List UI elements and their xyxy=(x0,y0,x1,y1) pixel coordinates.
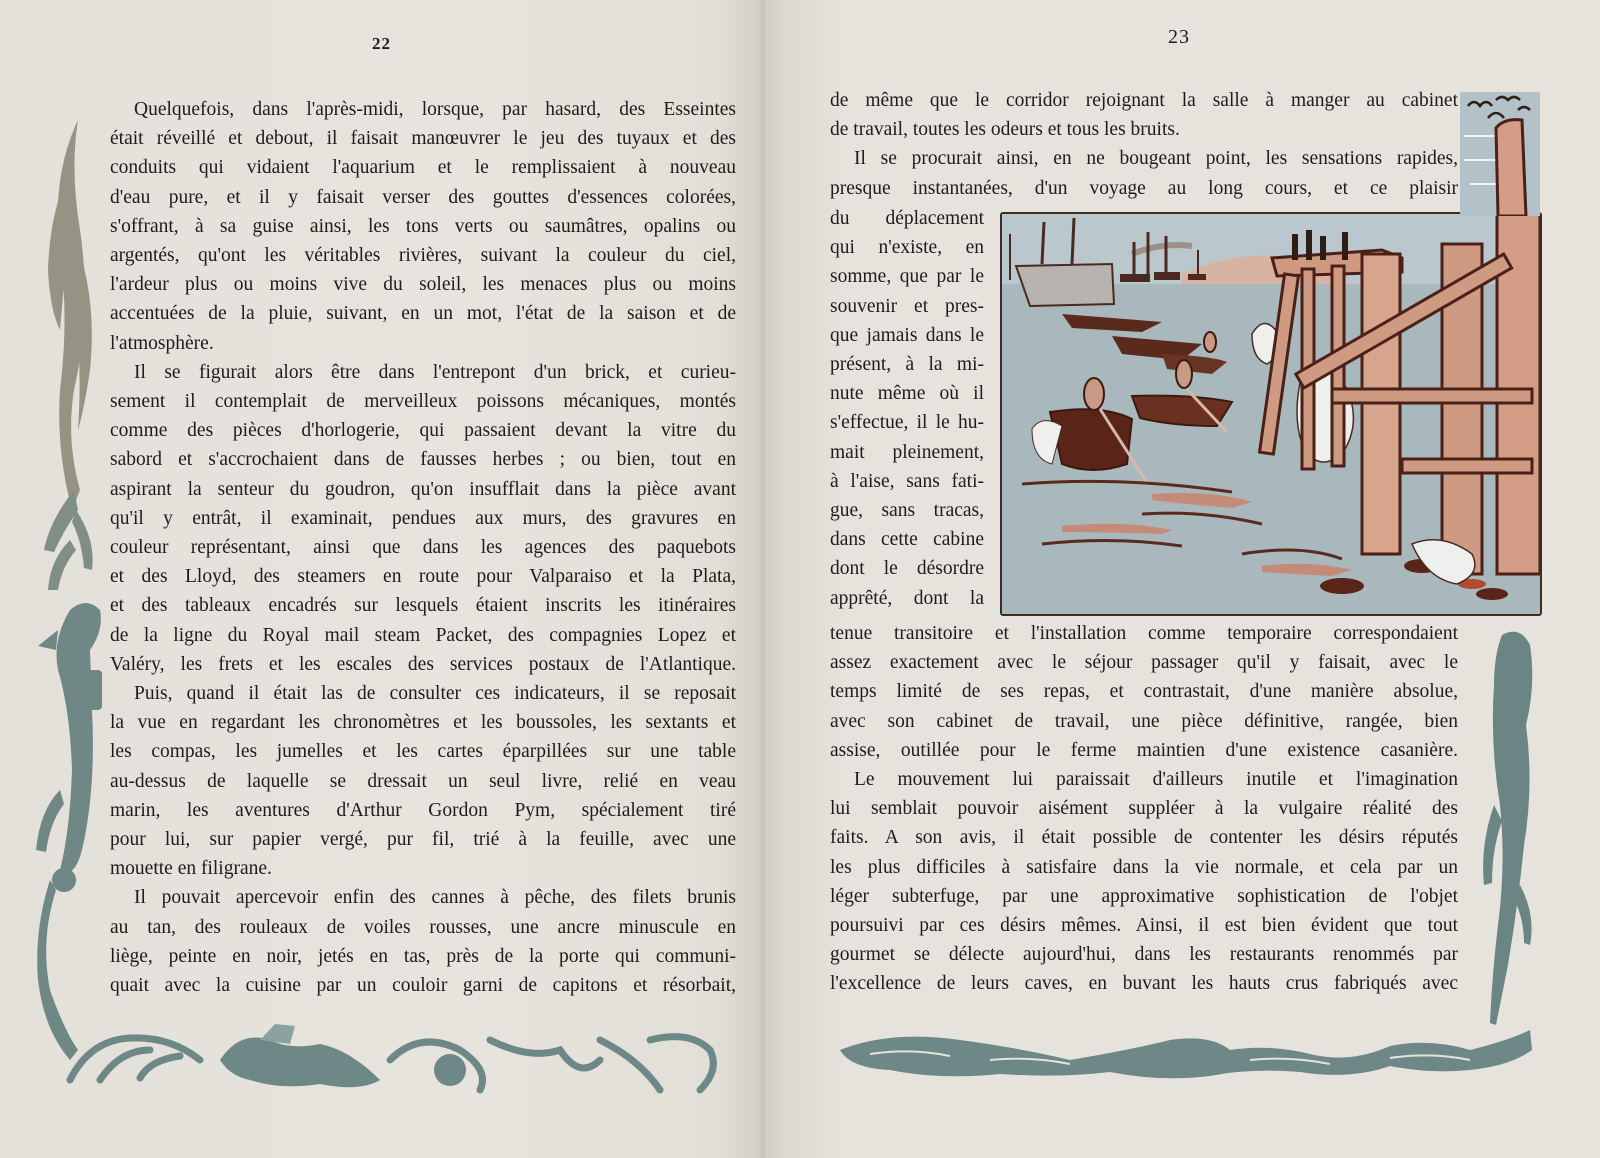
text-line: à l'aise, sans fati- xyxy=(830,470,984,492)
text-line: présent, à la mi- xyxy=(830,354,984,376)
text-line: de travail, toutes les odeurs et tous les bruits. xyxy=(830,119,1180,141)
text-line: tenue transitoire et l'installation comme temporaire correspondaient xyxy=(830,623,1458,644)
text-line: qui n'existe, en xyxy=(830,237,984,259)
text-line: Il pouvait apercevoir enfin des cannes à pêche, des filets brunis xyxy=(134,887,736,909)
text-line: dont le désordre xyxy=(830,558,984,580)
text-line: faits. A son avis, il était possible de contenter les désirs réputés xyxy=(830,827,1458,849)
text-line: argentés, qu'ont les véritables rivières, suivant la couleur du ciel, xyxy=(110,245,736,267)
text-line: pour lui, sur papier vergé, pur fil, trié à la feuille, avec une xyxy=(110,829,736,851)
text-line: était réveillé et debout, il faisait manœuvrer le jeu des tuyaux et des xyxy=(110,128,736,150)
text-line: au-dessus de laquelle se dressait un seul livre, relié en veau xyxy=(110,770,736,792)
text-line: léger subterfuge, par une approximative sophistication de l'objet xyxy=(830,885,1458,907)
text-line: quait avec la cuisine par un couloir garni de capitons et résorbait, xyxy=(110,975,736,997)
text-line: marin, les aventures d'Arthur Gordon Pym, spécialement tiré xyxy=(110,799,736,821)
text-line: la vue en regardant les chronomètres et les boussoles, les sextants et xyxy=(110,712,736,734)
text-line: Quelquefois, dans l'après-midi, lorsque, par hasard, des Esseintes xyxy=(134,99,736,120)
text-line: avec son cabinet de travail, une pièce définitive, rangée, bien xyxy=(830,710,1458,732)
harbor-scene-image xyxy=(1002,214,1540,614)
text-line: que jamais dans le xyxy=(830,324,984,346)
text-line: Le mouvement lui paraissait d'ailleurs inutile et l'imagination xyxy=(854,769,1458,791)
text-line: et des tableaux encadrés sur lesquels étaient inscrits les itinéraires xyxy=(110,595,736,617)
text-line: Il se figurait alors être dans l'entrepont d'un brick, et curieu- xyxy=(134,361,736,383)
text-line: comme des pièces d'horlogerie, qui passaient devant la vitre du xyxy=(110,420,736,442)
right-page-narrow-column xyxy=(830,204,984,613)
text-line: temps limité de ses repas, et contrastait, d'une manière absolue, xyxy=(830,681,1458,703)
text-line: Puis, quand il était las de consulter ces indicateurs, il se reposait xyxy=(134,683,736,705)
paragraph-3 xyxy=(110,679,736,883)
text-line: assez exactement avec le séjour passager qu'il y faisait, avec le xyxy=(830,652,1458,674)
text-line: au tan, des rouleaux de voiles rousses, une ancre minuscule en xyxy=(110,916,736,938)
text-line: l'atmosphère. xyxy=(110,332,214,354)
text-line: conduits qui vidaient l'aquarium et le remplissaient à nouveau xyxy=(110,157,736,179)
text-line: souvenir et pres- xyxy=(830,295,984,317)
book-gutter xyxy=(758,0,768,1158)
right-seaweed-border-ornament xyxy=(1480,625,1540,1045)
text-line: d'eau pure, et il y faisait verser des gouttes d'essences colorées, xyxy=(110,186,736,208)
text-line: gourmet se délecte aujourd'hui, dans les restaurants renommés par xyxy=(830,944,1458,966)
text-line: Il se procurait ainsi, en ne bougeant point, les sensations rapides, xyxy=(854,148,1458,170)
pier-post-with-gulls xyxy=(1460,92,1540,216)
text-line: les plus difficiles à satisfaire dans la vie normale, et cela par un xyxy=(830,856,1458,878)
text-line: qu'il y entrât, il examinait, pendues aux murs, des gravures en xyxy=(110,507,736,529)
text-line: de la ligne du Royal mail steam Packet, des compagnies Lopez et xyxy=(110,624,736,646)
paragraph-mouvement xyxy=(830,765,1458,999)
text-line: l'excellence de leurs caves, en buvant les hauts crus fabriqués avec xyxy=(830,973,1458,995)
right-page-top-text xyxy=(830,86,1458,203)
page-number-left: 22 xyxy=(372,34,391,53)
left-page-text xyxy=(110,95,736,1000)
text-line: couleur représentant, ainsi que dans les agences des paquebots xyxy=(110,537,736,559)
text-line: s'offrant, à sa guise ainsi, les tons verts ou saumâtres, opalins ou xyxy=(110,215,736,237)
paragraph-2 xyxy=(110,358,736,679)
right-bottom-seaweed-border-ornament xyxy=(830,1020,1540,1090)
text-line: apprêté, dont la xyxy=(830,587,984,609)
paragraph-4 xyxy=(110,883,736,1000)
text-line: poursuivi par ces désirs mêmes. Ainsi, il est bien évident que tout xyxy=(830,915,1458,937)
text-line: gue, sans tracas, xyxy=(830,500,984,522)
left-seaweed-border-ornament xyxy=(30,110,110,1070)
paragraph-continued xyxy=(830,619,1458,765)
text-line: les compas, les jumelles et les cartes éparpillées sur une table xyxy=(110,741,736,763)
text-line: presque instantanées, d'un voyage au long cours, et ce plaisir xyxy=(830,177,1458,199)
text-line: s'effectue, il le hu- xyxy=(830,412,984,434)
text-line: sement il contemplait de merveilleux poissons mécaniques, montés xyxy=(110,391,736,413)
paragraph-1 xyxy=(110,95,736,358)
harbor-illustration xyxy=(1000,212,1542,616)
text-line: et des Lloyd, des steamers en route pour Valparaiso et la Plata, xyxy=(110,566,736,588)
page-number-right: 23 xyxy=(1168,26,1190,48)
text-line: l'ardeur plus ou moins vive du soleil, les menaces plus ou moins xyxy=(110,274,736,296)
right-page-bottom-text xyxy=(830,619,1458,999)
text-line: mouette en filigrane. xyxy=(110,858,272,880)
text-line: mait pleinement, xyxy=(830,441,984,463)
text-line: Valéry, les frets et les escales des services postaux de l'Atlantique. xyxy=(110,653,736,675)
text-line: assise, outillée pour le ferme maintien d'une existence casanière. xyxy=(830,739,1458,761)
left-bottom-seaweed-border-ornament xyxy=(60,1020,740,1100)
gulls-icon xyxy=(1460,92,1540,216)
text-line: du déplacement xyxy=(830,208,984,229)
text-line: somme, que par le xyxy=(830,266,984,288)
text-line: dans cette cabine xyxy=(830,529,984,551)
text-line: de même que le corridor rejoignant la salle à manger au cabinet xyxy=(830,90,1458,111)
text-line: liège, peinte en noir, jetés en tas, près de la porte qui communi- xyxy=(110,945,736,967)
text-line: nute même où il xyxy=(830,383,984,405)
text-line: sabord et s'accrochaient dans de fausses herbes ; ou bien, tout en xyxy=(110,449,736,471)
text-line: aspirant la senteur du goudron, qu'on insufflait dans la pièce avant xyxy=(110,478,736,500)
text-line: lui semblait pouvoir aisément suppléer à la vulgaire réalité des xyxy=(830,798,1458,820)
text-line: accentuées de la pluie, suivant, en un mot, l'état de la saison et de xyxy=(110,303,736,325)
